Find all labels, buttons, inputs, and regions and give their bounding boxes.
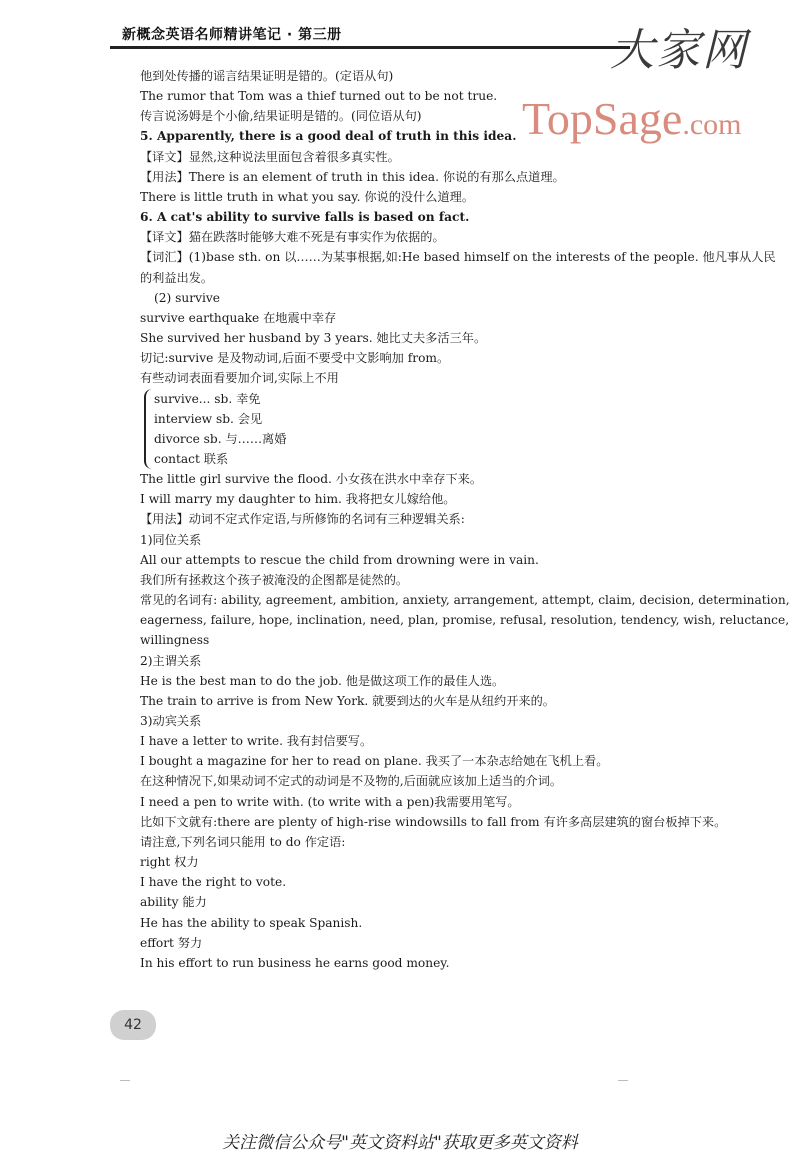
footer-note: 关注微信公众号"英文资料站"获取更多英文资料	[222, 1133, 578, 1153]
text-line: (2) survive	[154, 290, 220, 305]
text-line: The little girl survive the flood. 小女孩在洪水中幸存下来。	[140, 472, 483, 487]
text-line: I will marry my daughter to him. 我将把女儿嫁给他。	[140, 492, 456, 507]
text-line: 【译文】显然,这种说法里面包含着很多真实性。	[140, 149, 400, 164]
text-line: survive earthquake 在地震中幸存	[140, 310, 337, 325]
list-item: divorce sb. 与……离婚	[154, 431, 287, 446]
text-line: 切记:survive 是及物动词,后面不要受中文影响加 from。	[140, 351, 450, 366]
text-line: 在这种情况下,如果动词不定式的动词是不及物的,后面就应该加上适当的介词。	[140, 774, 563, 789]
list-item: interview sb. 会见	[154, 411, 263, 426]
text-line: The train to arrive is from New York. 就要到达的火车是从纽约开来的。	[140, 693, 555, 708]
brace-list	[144, 389, 454, 470]
text-line: effort 努力	[140, 935, 203, 950]
text-line: 有些动词表面看要加介词,实际上不用	[140, 371, 339, 386]
text-line: 我们所有拯救这个孩子被淹没的企图都是徒然的。	[140, 572, 409, 587]
text-line: 2)主谓关系	[140, 653, 202, 668]
divider	[618, 1080, 628, 1081]
list-item: contact 联系	[154, 451, 229, 466]
noun-list-paragraph: 常见的名词有: ability, agreement, ambition, anxiety, arrangement, attempt, claim, decision, determination, eagerness, failure, hope, inclination, need, plan, promise, refusal, resolution, tendency, wish, reluctance, willingness	[140, 593, 790, 648]
page-body	[140, 66, 790, 973]
text-line: 传言说汤姆是个小偷,结果证明是错的。(同位语从句)	[140, 109, 422, 124]
text-line: right 权力	[140, 855, 199, 870]
text-line: I bought a magazine for her to read on plane. 我买了一本杂志给她在飞机上看。	[140, 754, 609, 769]
text-line: I have the right to vote.	[140, 875, 287, 890]
text-line: 【译文】猫在跌落时能够大难不死是有事实作为依据的。	[140, 230, 445, 245]
text-line: 请注意,下列名词只能用 to do 作定语:	[140, 834, 346, 849]
running-header	[110, 24, 630, 49]
page-number: 42	[110, 1010, 156, 1040]
list-item: survive... sb. 幸免	[154, 391, 261, 406]
text-line: 【用法】动词不定式作定语,与所修饰的名词有三种逻辑关系:	[140, 512, 465, 527]
example-paragraph: 比如下文就有:there are plenty of high-rise windowsills to fall from 有许多高层建筑的窗台板掉下来。	[140, 814, 727, 829]
watermark-en-suffix: .com	[682, 108, 742, 141]
divider	[120, 1080, 130, 1081]
watermark-cn: 大家网	[610, 25, 748, 76]
text-line: I need a pen to write with. (to write with a pen)我需要用笔写。	[140, 794, 520, 809]
text-line: 1)同位关系	[140, 532, 202, 547]
watermark-en-name: TopSage	[522, 93, 683, 144]
text-line: He is the best man to do the job. 他是做这项工作的最佳人选。	[140, 673, 505, 688]
text-line: He has the ability to speak Spanish.	[140, 915, 363, 930]
text-line: The rumor that Tom was a thief turned out to be not true.	[140, 89, 498, 104]
text-line: I have a letter to write. 我有封信要写。	[140, 734, 373, 749]
text-line: All our attempts to rescue the child from drowning were in vain.	[140, 552, 539, 567]
vocab-paragraph: 【词汇】(1)base sth. on 以……为某事根据,如:He based himself on the interests of the people. 他凡事从人民的利益出发。	[140, 250, 776, 285]
text-line: ability 能力	[140, 895, 207, 910]
text-line: In his effort to run business he earns good money.	[140, 955, 450, 970]
text-line: 他到处传播的谣言结果证明是错的。(定语从句)	[140, 69, 394, 83]
text-line: 【用法】There is an element of truth in this idea. 你说的有那么点道理。	[140, 169, 565, 184]
sentence-heading-5: 5. Apparently, there is a good deal of truth in this idea.	[140, 129, 517, 144]
text-line: She survived her husband by 3 years. 她比丈夫多活三年。	[140, 331, 487, 346]
sentence-heading-6: 6. A cat's ability to survive falls is based on fact.	[140, 210, 470, 225]
book-title: 新概念英语名师精讲笔记 · 第三册	[122, 27, 342, 43]
text-line: There is little truth in what you say. 你说的没什么道理。	[140, 189, 475, 204]
text-line: 3)动宾关系	[140, 714, 202, 728]
